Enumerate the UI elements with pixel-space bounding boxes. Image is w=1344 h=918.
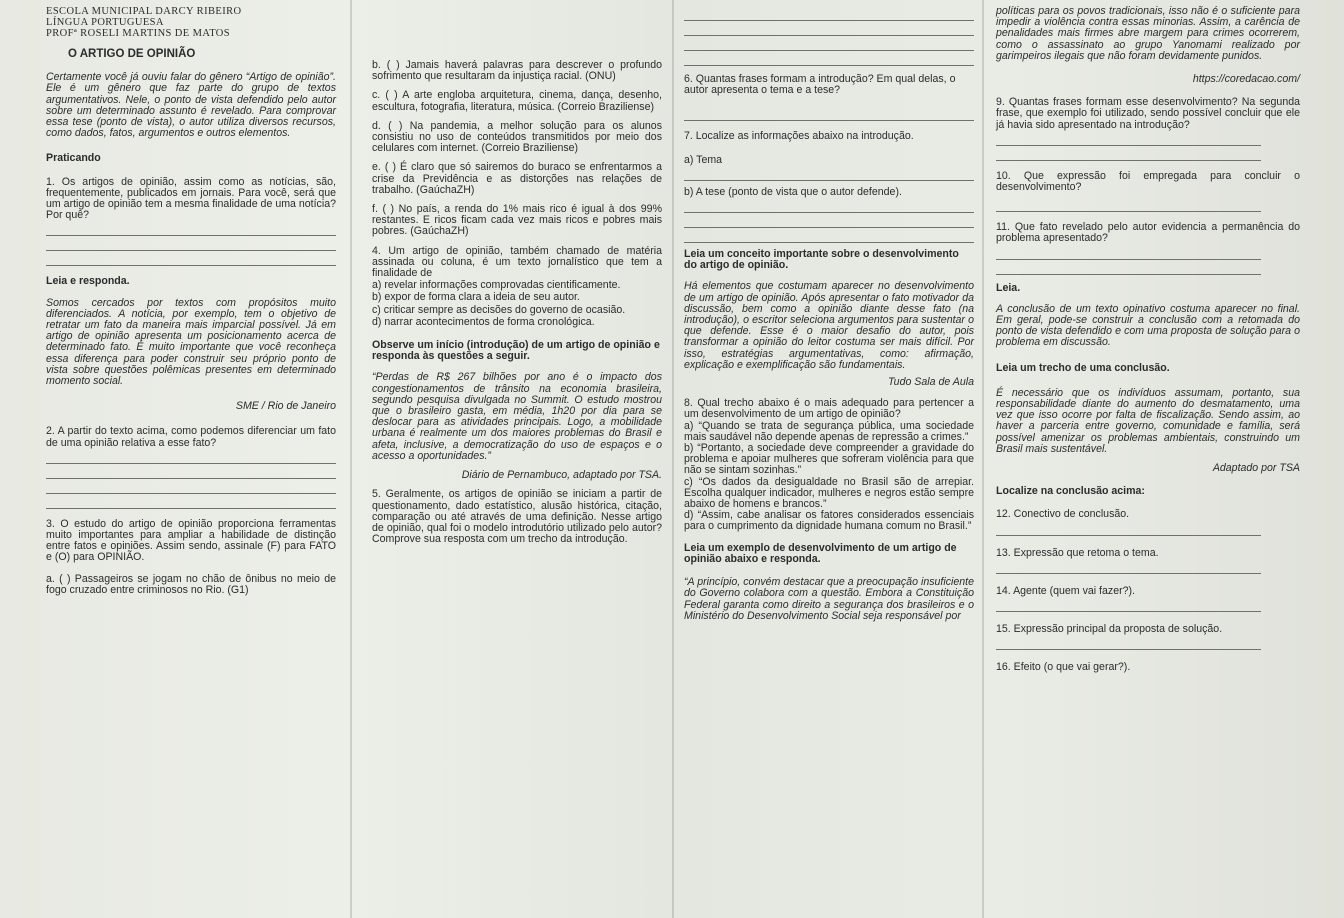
question-3e[interactable]: e. ( ) É claro que só sairemos do buraco se enfrentarmos a crise da Previdência e as distorções nas relações de trabalho. (GaúchaZH) xyxy=(372,161,662,196)
answer-line[interactable] xyxy=(684,213,974,228)
question-8: 8. Qual trecho abaixo é o mais adequado para pertencer a um desenvolvimento de um artigo de opinião? xyxy=(684,397,974,421)
answer-line[interactable] xyxy=(684,166,974,181)
question-6: 6. Quantas frases formam a introdução? Em qual delas, o autor apresenta o tema e a tese? xyxy=(684,73,956,97)
subject-name: LÍNGUA PORTUGUESA xyxy=(46,17,164,28)
page-fold xyxy=(982,0,984,918)
option-4a[interactable]: a) revelar informações comprovadas cientificamente. xyxy=(372,279,621,292)
question-9: 9. Quantas frases formam esse desenvolvimento? Na segunda frase, que exemplo foi utilizado, sendo possível concluir que ele já havia sido apresentado na introdução? xyxy=(996,96,1300,131)
answer-line[interactable] xyxy=(46,449,336,464)
answer-line[interactable] xyxy=(684,198,974,213)
question-13: 13. Expressão que retoma o tema. xyxy=(996,546,1159,559)
intro-text: Certamente você já ouviu falar do gênero “Artigo de opinião”. Ele é um gênero que faz parte do grupo de textos argumentativos. Nele, o ponto de vista defendido pelo autor sobre um determinado assunto é revelado. Para comprovar essa tese (ponto de vista), o autor utiliza diversos recursos, como dados, fatos, argumentos e outros elementos. xyxy=(46,71,336,140)
section-heading: Leia um trecho de uma conclusão. xyxy=(996,361,1170,374)
answer-line[interactable] xyxy=(46,494,336,509)
question-10: 10. Que expressão foi empregada para concluir o desenvolvimento? xyxy=(996,169,1300,194)
answer-line[interactable] xyxy=(46,479,336,494)
conclusion-concept: A conclusão de um texto opinativo costuma aparecer no final. Em geral, pode-se construir a conclusão com a retomada do ponto de vista defendido e com uma proposta de solução para o problema em discussão. xyxy=(996,302,1300,349)
option-4d[interactable]: d) narrar acontecimentos de forma cronológica. xyxy=(372,315,595,328)
question-2: 2. A partir do texto acima, como podemos diferenciar um fato de uma opinião relativa a esse fato? xyxy=(46,425,336,449)
answer-line[interactable] xyxy=(684,51,974,66)
concept-source: Tudo Sala de Aula xyxy=(888,376,974,389)
option-8b[interactable]: b) “Portanto, a sociedade deve compreender a gravidade do problema e apoiar mulheres que sofreram violência para que não se sintam sozinhas.” xyxy=(684,442,974,477)
question-3c[interactable]: c. ( ) A arte engloba arquitetura, cinema, dança, desenho, escultura, fotografia, literatura, música. (Correio Braziliense) xyxy=(372,89,662,113)
answer-line[interactable] xyxy=(46,221,336,236)
answer-line[interactable] xyxy=(996,260,1261,275)
question-7a: a) Tema xyxy=(684,153,723,166)
question-15: 15. Expressão principal da proposta de solução. xyxy=(996,623,1223,636)
option-8a[interactable]: a) “Quando se trata de segurança pública, uma sociedade mais saudável não depende apenas de repressão a crimes.” xyxy=(684,419,974,443)
section-heading: Leia. xyxy=(996,281,1021,294)
school-name: ESCOLA MUNICIPAL DARCY RIBEIRO xyxy=(46,6,242,17)
question-3b[interactable]: b. ( ) Jamais haverá palavras para descrever o profundo sofrimento que resultaram da injustiça racial. (ONU) xyxy=(372,59,662,83)
conclusion-excerpt: É necessário que os indivíduos assumam, portanto, sua responsabilidade diante do aumento do desmatamento, uma vez que isso ocorre por falta de fiscalização. Sendo assim, ao haver a parceria entre governo, comunidade e família, será possível amenizar os problemas ambientais, construindo um Brasil mais sustentável. xyxy=(996,386,1300,455)
option-4b[interactable]: b) expor de forma clara a ideia de seu autor. xyxy=(372,291,580,304)
question-3: 3. O estudo do artigo de opinião proporciona ferramentas muito importantes para ampliar a habilidade de distinção entre fatos e opiniões. Assim sendo, assinale (F) para FATO e (O) para OPINIÃO. xyxy=(46,517,336,564)
question-5: 5. Geralmente, os artigos de opinião se iniciam a partir de questionamento, dado estatístico, alusão histórica, citação, comparação ou até através de uma definição. Nesse artigo de opinião, qual foi o modelo introdutório utilizado pelo autor? Comprove sua resposta com um trecho da introdução. xyxy=(372,488,662,546)
column-1 xyxy=(46,6,336,596)
example-text: “A princípio, convém destacar que a preocupação insuficiente do Governo colabora com a questão. Embora a Constituição Federal garanta como direito a segurança dos brasileiros e o Ministério do Desenvolvimento Social seja responsável por xyxy=(684,576,974,622)
answer-line[interactable] xyxy=(46,236,336,251)
answer-line[interactable] xyxy=(684,106,974,121)
teacher-name: PROFª ROSELI MARTINS DE MATOS xyxy=(46,28,231,39)
question-16: 16. Efeito (o que vai gerar?). xyxy=(996,661,1131,674)
answer-line[interactable] xyxy=(996,245,1261,260)
column-4 xyxy=(996,6,1300,674)
column-2 xyxy=(372,60,662,545)
answer-line[interactable] xyxy=(684,6,974,21)
answer-line[interactable] xyxy=(684,36,974,51)
question-7: 7. Localize as informações abaixo na introdução. xyxy=(684,130,914,143)
question-7b: b) A tese (ponto de vista que o autor defende). xyxy=(684,185,902,198)
answer-line[interactable] xyxy=(996,559,1261,574)
section-heading: Leia e responda. xyxy=(46,275,130,288)
section-heading: Observe um início (introdução) de um artigo de opinião e responda às questões a seguir. xyxy=(372,339,660,363)
option-8d[interactable]: d) “Assim, cabe analisar os fatores considerados essenciais para o cumprimento da dignidade humana comum no Brasil.” xyxy=(684,509,974,533)
option-4c[interactable]: c) criticar sempre as decisões do governo de ocasião. xyxy=(372,303,626,316)
question-3f[interactable]: f. ( ) No país, a renda do 1% mais rico é igual à dos 99% restantes. E ricos ficam cada vez mais ricos e pobres mais pobres. (GaúchaZH) xyxy=(372,203,662,238)
section-heading: Leia um exemplo de desenvolvimento de um artigo de opinião abaixo e responda. xyxy=(684,541,957,565)
answer-line[interactable] xyxy=(684,228,974,243)
excerpt-source: Adaptado por TSA xyxy=(1212,462,1300,475)
concept-text: Há elementos que costumam aparecer no desenvolvimento de um artigo de opinião. Após apresentar o fato motivador da discussão, bem como a opinião diante desse fato (na introdução), o escritor seleciona argumentos para sustentar o que defende. Esse é o maior desafio do autor, pois transformar a opinião do leitor costuma ser mais difícil. Por isso, estratégias argumentativas, como: afirmação, explicação e exemplificação são fundamentais. xyxy=(684,280,974,371)
section-heading: Localize na conclusão acima: xyxy=(996,485,1145,498)
answer-line[interactable] xyxy=(996,197,1261,212)
answer-line[interactable] xyxy=(996,597,1261,612)
answer-line[interactable] xyxy=(996,146,1261,161)
page-fold xyxy=(350,0,352,918)
question-4: 4. Um artigo de opinião, também chamado de matéria assinada ou coluna, é um texto jornalístico que tem a finalidade de xyxy=(372,244,662,280)
question-1: 1. Os artigos de opinião, assim como as notícias, são, frequentemente, publicados em jornais. Para você, será que um artigo de opinião tem a mesma finalidade de uma notícia? Por quê? xyxy=(46,175,336,222)
answer-line[interactable] xyxy=(684,21,974,36)
worksheet-title: O ARTIGO DE OPINIÃO xyxy=(68,48,196,60)
example-continuation: políticas para os povos tradicionais, isso não é o suficiente para impedir a violência contra essas minorias. Assim, a carência de penalidades mais firmes abre margem para crimes ocorrerem, como o assassinato ao grupo Yanomami realizado por garimpeiros ilegais que não foram devidamente punidos. xyxy=(996,5,1300,62)
question-3d[interactable]: d. ( ) Na pandemia, a melhor solução para os alunos consistiu no uso de conteúdos transmitidos por meio dos celulares com internet. (Correio Braziliense) xyxy=(372,119,662,155)
question-11: 11. Que fato revelado pelo autor evidencia a permanência do problema apresentado? xyxy=(996,221,1300,245)
section-heading: Leia um conceito importante sobre o desenvolvimento do artigo de opinião. xyxy=(684,248,959,272)
example-source: https://coredacao.com/ xyxy=(1192,73,1300,86)
quote-source: Diário de Pernambuco, adaptado por TSA. xyxy=(461,469,662,482)
answer-line[interactable] xyxy=(46,464,336,479)
question-12: 12. Conectivo de conclusão. xyxy=(996,508,1130,521)
column-3 xyxy=(684,6,974,622)
text-source: SME / Rio de Janeiro xyxy=(235,400,336,413)
section-heading: Praticando xyxy=(46,152,101,165)
article-intro-quote: “Perdas de R$ 267 bilhões por ano é o impacto dos congestionamentos de trânsito na economia brasileira, segundo pesquisa divulgada no Summit. O estudo mostrou que o brasileiro gasta, em média, 1h20 por dia para se deslocar para as atividades principais. Logo, a mobilidade urbana é realmente um dos maiores problemas do Brasil e afeta, inclusive, a democratização do uso de espaços e o acesso a oportunidades.” xyxy=(372,371,662,462)
answer-line[interactable] xyxy=(996,635,1261,650)
option-8c[interactable]: c) “Os dados da desigualdade no Brasil são de arrepiar. Escolha qualquer indicador, mulheres e negros estão sempre abaixo de homens e brancos.” xyxy=(684,475,974,511)
question-3a[interactable]: a. ( ) Passageiros se jogam no chão de ônibus no meio de fogo cruzado entre criminosos no Rio. (G1) xyxy=(46,572,336,596)
page-fold xyxy=(672,0,674,918)
reading-text: Somos cercados por textos com propósitos muito diferenciados. A notícia, por exemplo, tem o objetivo de retratar um fato da maneira mais imparcial possível. Já em artigo de opinião apresenta um posicionamento acerca de determinado fato. É muito importante que você reconheça essa diferença para poder construir seu próprio ponto de vista sobre questões polêmicas presentes em determinado momento social. xyxy=(46,296,336,388)
answer-line[interactable] xyxy=(996,131,1261,146)
answer-line[interactable] xyxy=(996,521,1261,536)
question-14: 14. Agente (quem vai fazer?). xyxy=(996,584,1135,597)
answer-line[interactable] xyxy=(46,251,336,266)
